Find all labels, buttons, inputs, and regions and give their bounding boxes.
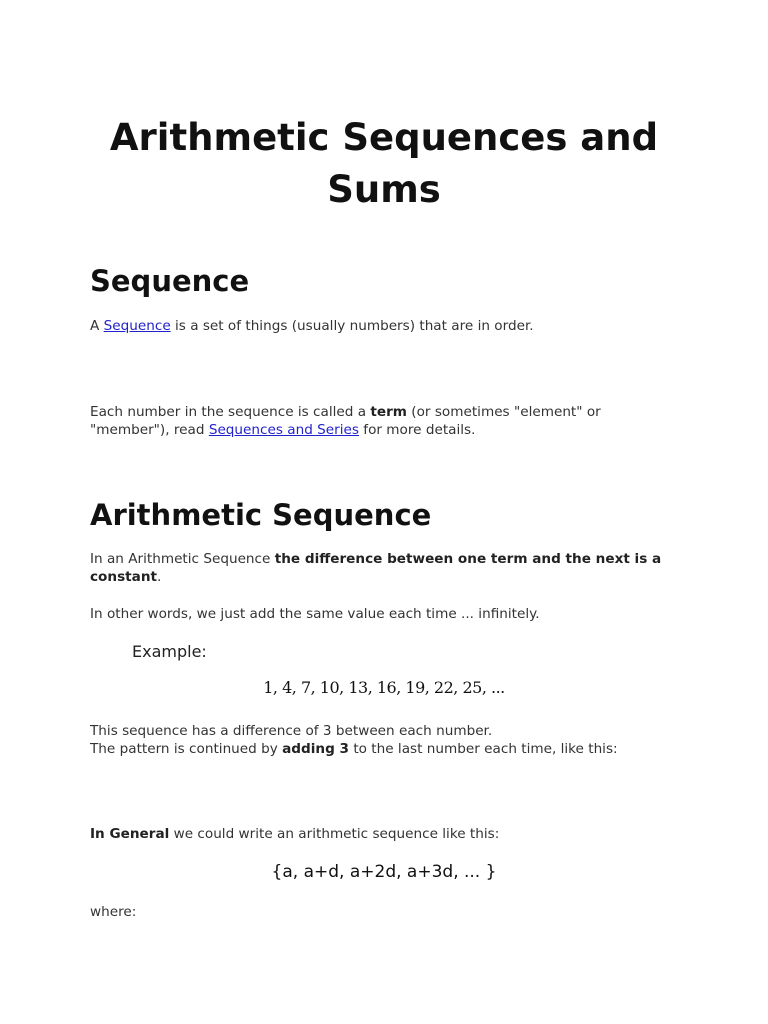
sequence-definition <box>90 317 690 335</box>
text: we could write an arithmetic sequence like this: <box>169 826 500 842</box>
term-bold: term <box>370 404 407 420</box>
in-general-bold: In General <box>90 826 170 842</box>
term-description <box>90 403 650 439</box>
in-general <box>90 825 690 843</box>
text: to the last number each time, like this: <box>349 741 618 757</box>
text: (or sometimes "element" or "member"), read <box>90 404 601 438</box>
example-label: Example: <box>132 642 207 661</box>
text: for more details. <box>358 422 476 438</box>
text: . <box>157 569 162 585</box>
arithmetic-definition <box>90 550 680 586</box>
heading-arithmetic-sequence: Arithmetic Sequence <box>90 498 432 532</box>
text: Each number in the sequence is called a <box>90 404 371 420</box>
text: A <box>90 318 104 334</box>
heading-sequence: Sequence <box>90 264 250 298</box>
sequences-and-series-link[interactable]: Sequences and Series <box>208 422 359 438</box>
text: This sequence has a difference of 3 between each number. <box>90 723 493 739</box>
where-label: where: <box>90 904 137 920</box>
adding-3-bold: adding 3 <box>282 741 350 757</box>
text: is a set of things (usually numbers) that are in order. <box>170 318 534 334</box>
general-form: {a, a+d, a+2d, a+3d, ... } <box>271 862 497 882</box>
definition-bold: the difference between one term and the next is a constant <box>90 551 662 585</box>
difference-explanation <box>90 722 690 758</box>
page-title: Arithmetic Sequences and Sums <box>109 116 659 211</box>
sequence-link[interactable]: Sequence <box>103 318 171 334</box>
text: The pattern is continued by <box>90 741 283 757</box>
text: In an Arithmetic Sequence <box>90 551 275 567</box>
example-sequence: 1, 4, 7, 10, 13, 16, 19, 22, 25, ... <box>263 678 505 697</box>
in-other-words: In other words, we just add the same value each time ... infinitely. <box>90 606 540 622</box>
